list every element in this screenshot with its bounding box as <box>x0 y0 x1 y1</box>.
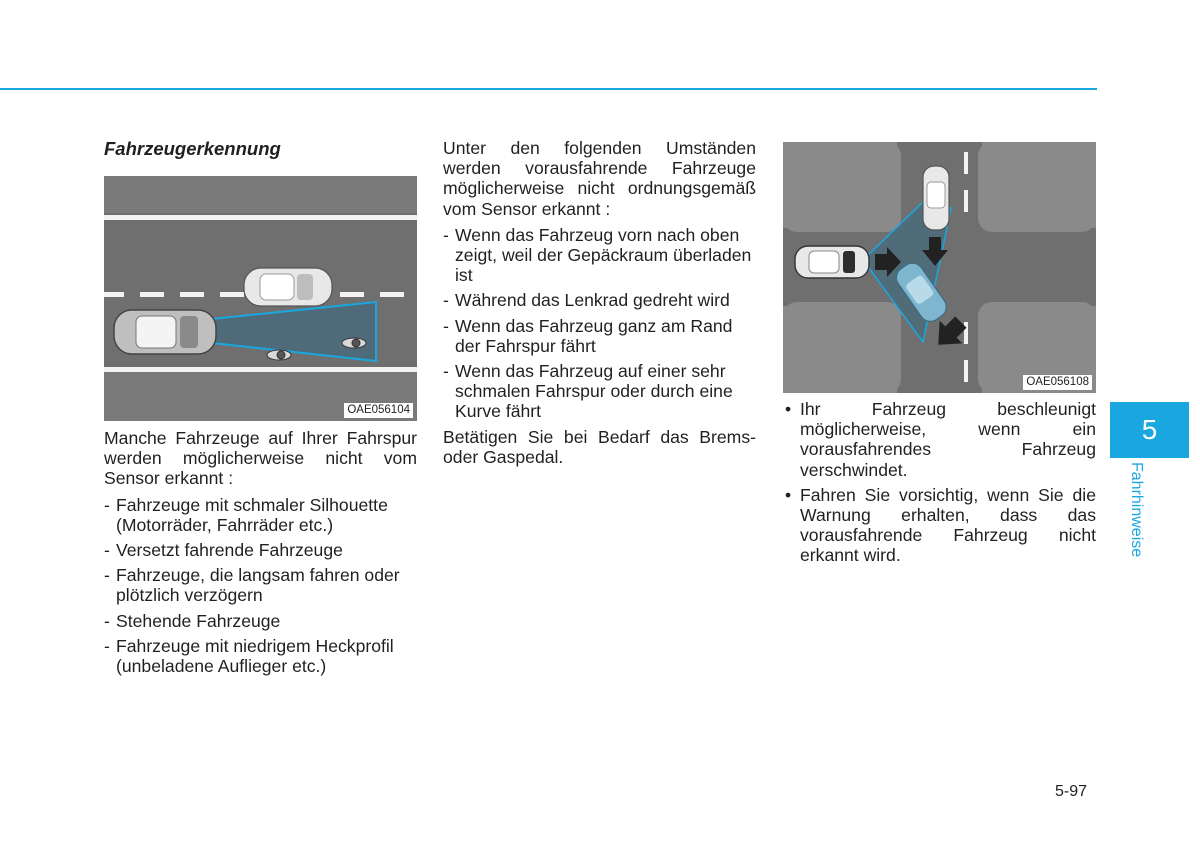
car-ahead-icon <box>244 268 332 306</box>
own-car-icon <box>795 246 869 278</box>
column-1 <box>104 138 417 681</box>
own-car-icon <box>114 310 216 354</box>
list-item: • Ihr Fahrzeug beschleunigt möglicherweise, wenn ein vorausfahrendes Fahrzeug verschwindet. <box>785 399 1096 480</box>
list-item: - Fahrzeuge mit niedrigem Heckprofil (unbeladene Auflieger etc.) <box>104 635 394 677</box>
list-item: • Fahren Sie vorsichtig, wenn Sie die Warnung erhalten, dass das vorausfahrende Fahrzeug nicht erkannt wird. <box>785 484 1096 566</box>
chapter-tab: 5 <box>1110 402 1189 458</box>
list-item: - Wenn das Fahrzeug auf einer sehr schmalen Fahrspur oder durch eine Kurve fährt <box>443 361 733 422</box>
col2-list <box>443 225 756 422</box>
figure-intersection <box>783 142 1096 393</box>
col2-outro: Betätigen Sie bei Bedarf das Brems- oder Gaspedal. <box>443 426 756 467</box>
list-item: - Stehende Fahrzeuge <box>104 610 281 631</box>
list-item: - Versetzt fahrende Fahrzeuge <box>104 540 343 561</box>
list-item: - Fahrzeuge mit schmaler Silhouette (Motorräder, Fahrräder etc.) <box>104 494 388 535</box>
header-rule <box>0 88 1097 90</box>
list-item: - Wenn das Fahrzeug vorn nach oben zeigt, weil der Gepäckraum überladen ist <box>443 224 752 286</box>
col2-intro: Unter den folgenden Umständen werden vorausfahrende Fahrzeuge möglicherweise nicht ordnungsgemäß vom Sensor erkannt : <box>443 138 756 219</box>
section-heading: Fahrzeugerkennung <box>104 138 281 159</box>
intersection-illustration <box>783 142 1096 393</box>
road-illustration <box>104 176 417 421</box>
list-item: - Wenn das Fahrzeug ganz am Rand der Fahrspur fährt <box>443 315 733 356</box>
col1-intro: Manche Fahrzeuge auf Ihrer Fahrspur werden möglicherweise nicht vom Sensor erkannt : <box>104 428 417 489</box>
car-ahead-icon <box>923 166 949 230</box>
figure-code: OAE056104 <box>344 403 413 418</box>
column-3 <box>783 142 1096 571</box>
figure-code: OAE056108 <box>1023 375 1092 390</box>
chapter-title: Fahrhinweise <box>1128 462 1145 558</box>
figure-sensor-road <box>104 176 417 421</box>
col3-list <box>783 399 1096 566</box>
column-2 <box>443 138 756 467</box>
list-item: - Während das Lenkrad gedreht wird <box>443 290 730 311</box>
page-number: 5-97 <box>1055 783 1088 800</box>
list-item: - Fahrzeuge, die langsam fahren oder plötzlich verzögern <box>104 565 400 606</box>
col1-list <box>104 495 417 677</box>
